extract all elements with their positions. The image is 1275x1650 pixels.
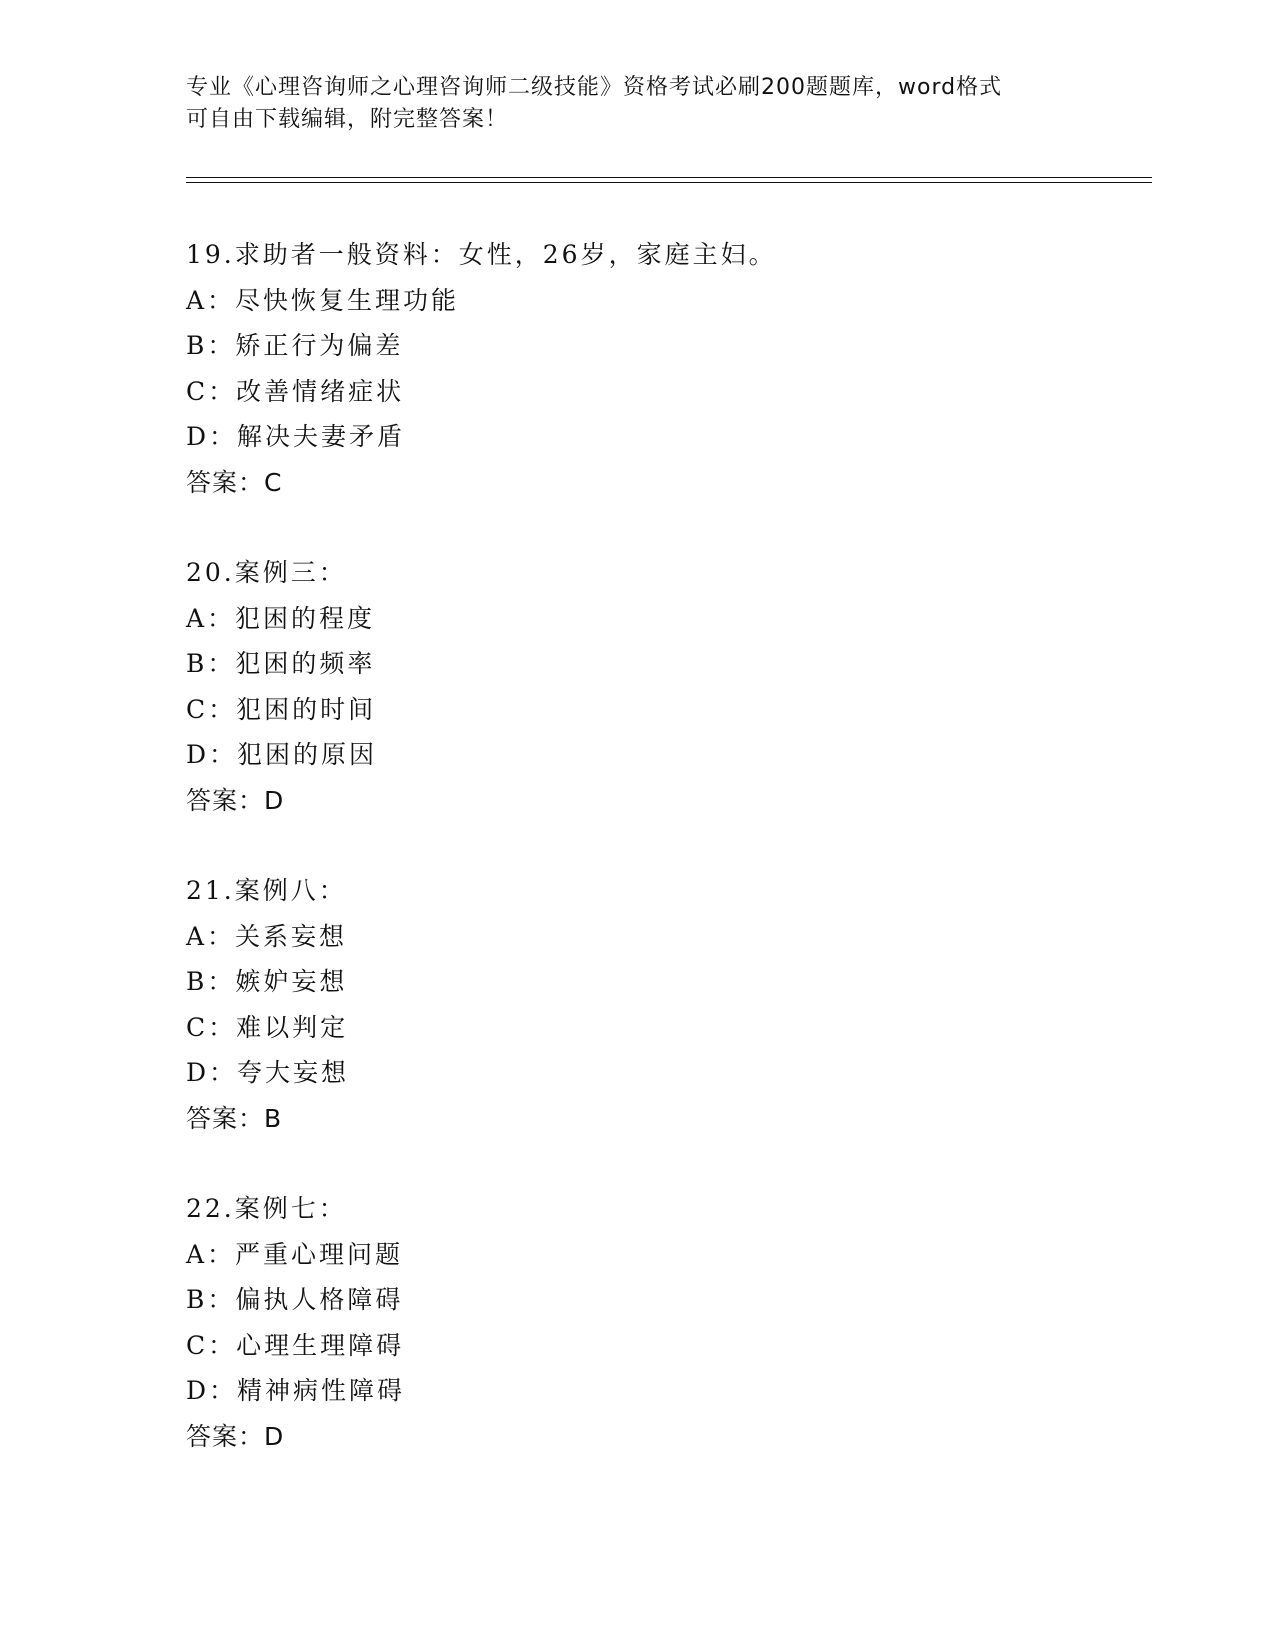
option-a: A：犯困的程度	[186, 603, 376, 633]
answer: 答案：D	[186, 1421, 285, 1451]
question-20	[186, 550, 1136, 823]
option-a: A：严重心理问题	[186, 1239, 404, 1269]
document-header	[186, 72, 1086, 136]
question-stem: 22.案例七：	[186, 1194, 347, 1223]
question-stem: 21.案例八：	[186, 876, 347, 905]
header-rule-top	[186, 177, 1152, 178]
option-c: C：改善情绪症状	[186, 376, 405, 406]
answer: 答案：C	[186, 467, 283, 497]
question-list	[186, 232, 1136, 1504]
answer: 答案：D	[186, 785, 285, 815]
answer: 答案：B	[186, 1103, 283, 1133]
option-c: C：心理生理障碍	[186, 1330, 405, 1360]
option-d: D：夸大妄想	[186, 1058, 350, 1087]
option-b: B：偏执人格障碍	[186, 1285, 404, 1314]
option-d: D：解决夫妻矛盾	[186, 422, 406, 451]
option-a: A：尽快恢复生理功能	[186, 285, 460, 315]
header-line-1: 专业《心理咨询师之心理咨询师二级技能》资格考试必刷200题题库，word格式	[186, 75, 1003, 100]
option-d: D：犯困的原因	[186, 740, 378, 769]
question-stem: 19.求助者一般资料：女性，26岁，家庭主妇。	[186, 240, 777, 269]
header-rule-bottom	[186, 182, 1152, 183]
option-c: C：犯困的时间	[186, 694, 377, 724]
question-stem: 20.案例三：	[186, 558, 347, 587]
option-d: D：精神病性障碍	[186, 1376, 406, 1405]
option-b: B：嫉妒妄想	[186, 967, 348, 996]
option-b: B：犯困的频率	[186, 649, 376, 678]
header-line-2: 可自由下载编辑，附完整答案！	[186, 107, 509, 132]
question-21	[186, 868, 1136, 1141]
question-22	[186, 1186, 1136, 1459]
option-c: C：难以判定	[186, 1012, 349, 1042]
option-a: A：关系妄想	[186, 921, 348, 951]
question-19	[186, 232, 1136, 505]
option-b: B：矫正行为偏差	[186, 331, 404, 360]
